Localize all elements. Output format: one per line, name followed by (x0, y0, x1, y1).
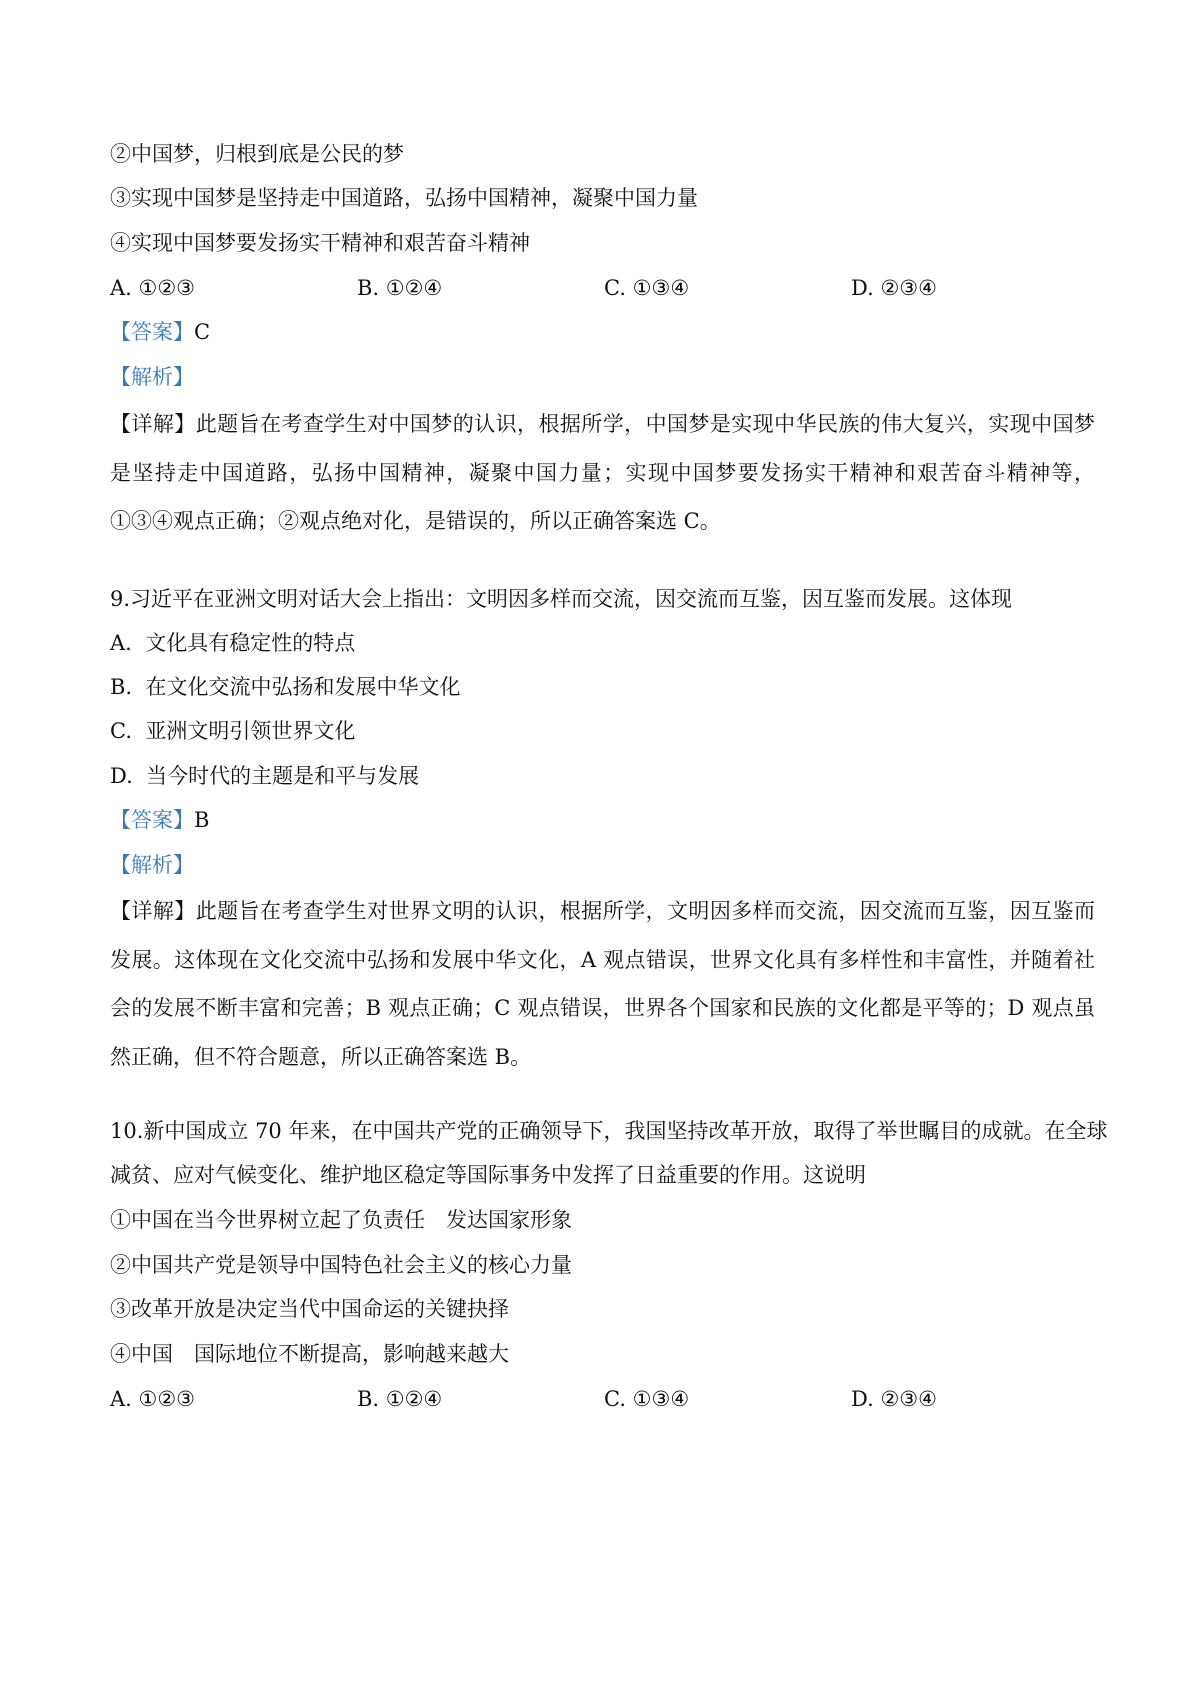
q8-option-b: B. ①②④ (357, 276, 443, 300)
analysis-label: 【解析】 (110, 853, 194, 877)
q8-option-c: C. ①③④ (604, 276, 690, 300)
q10-statement-2: ②中国共产党是领导中国特色社会主义的核心力量 (110, 1253, 572, 1277)
q10-question-line-1: 10.新中国成立 70 年来，在中国共产党的正确领导下，我国坚持改革开放，取得了举世瞩目的成就。在全球 (110, 1119, 1108, 1143)
answer-label: 【答案】 (110, 320, 194, 344)
detail-text: 此题旨在考查学生对中国梦的认识，根据所学，中国梦是实现中华民族的伟大复兴，实现中国梦是坚持走中国道路，弘扬中国精神，凝聚中国力量；实现中国梦要发扬实干精神和艰苦奋斗精神等，①③④观点正确；②观点绝对化，是错误的，所以正确答案选 C。 (110, 412, 1096, 533)
q8-statement-3: ③实现中国梦是坚持走中国道路，弘扬中国精神，凝聚中国力量 (110, 186, 698, 210)
q10-statement-4: ④中国 国际地位不断提高，影响越来越大 (110, 1342, 509, 1366)
q8-detail (110, 400, 1095, 546)
q9-option-c: C. 亚洲文明引领世界文化 (110, 719, 356, 743)
q8-statement-2: ②中国梦，归根到底是公民的梦 (110, 142, 404, 166)
q9-answer (110, 805, 209, 835)
q9-option-d: D. 当今时代的主题是和平与发展 (110, 764, 420, 788)
q8-statement-4: ④实现中国梦要发扬实干精神和艰苦奋斗精神 (110, 231, 530, 255)
q10-option-d: D. ②③④ (851, 1387, 937, 1411)
q10-option-b: B. ①②④ (357, 1387, 443, 1411)
detail-text: 此题旨在考查学生对世界文明的认识，根据所学，文明因多样而交流，因交流而互鉴，因互鉴而发展。这体现在文化交流中弘扬和发展中华文化，A 观点错误，世界文化具有多样性和丰富性，并随着社会的发展不断丰富和完善；B 观点正确；C 观点错误，世界各个国家和民族的文化都是平等的；D 观点虽然正确，但不符合题意，所以正确答案选 B。 (110, 899, 1096, 1069)
q9-option-a: A. 文化具有稳定性的特点 (110, 631, 356, 655)
answer-label: 【答案】 (110, 808, 194, 832)
analysis-label: 【解析】 (110, 365, 194, 389)
answer-value: B (194, 808, 210, 832)
q8-answer (110, 317, 210, 347)
q10-question-line-2: 减贫、应对气候变化、维护地区稳定等国际事务中发挥了日益重要的作用。这说明 (110, 1163, 866, 1187)
q9-analysis-label (110, 850, 194, 880)
q10-statement-1: ①中国在当今世界树立起了负责任 发达国家形象 (110, 1208, 572, 1232)
q9-question: 9.习近平在亚洲文明对话大会上指出：文明因多样而交流，因交流而互鉴，因互鉴而发展。这体现 (110, 587, 1013, 611)
answer-value: C (194, 320, 211, 344)
q8-analysis-label (110, 362, 194, 392)
detail-label: 【详解】 (110, 899, 196, 923)
q10-statement-3: ③改革开放是决定当代中国命运的关键抉择 (110, 1297, 509, 1321)
q9-option-b: B. 在文化交流中弘扬和发展中华文化 (110, 675, 461, 699)
q8-option-a: A. ①②③ (110, 276, 195, 300)
q10-option-c: C. ①③④ (604, 1387, 690, 1411)
detail-label: 【详解】 (110, 412, 196, 436)
q9-detail (110, 887, 1095, 1081)
q8-option-d: D. ②③④ (851, 276, 937, 300)
q10-option-a: A. ①②③ (110, 1387, 195, 1411)
